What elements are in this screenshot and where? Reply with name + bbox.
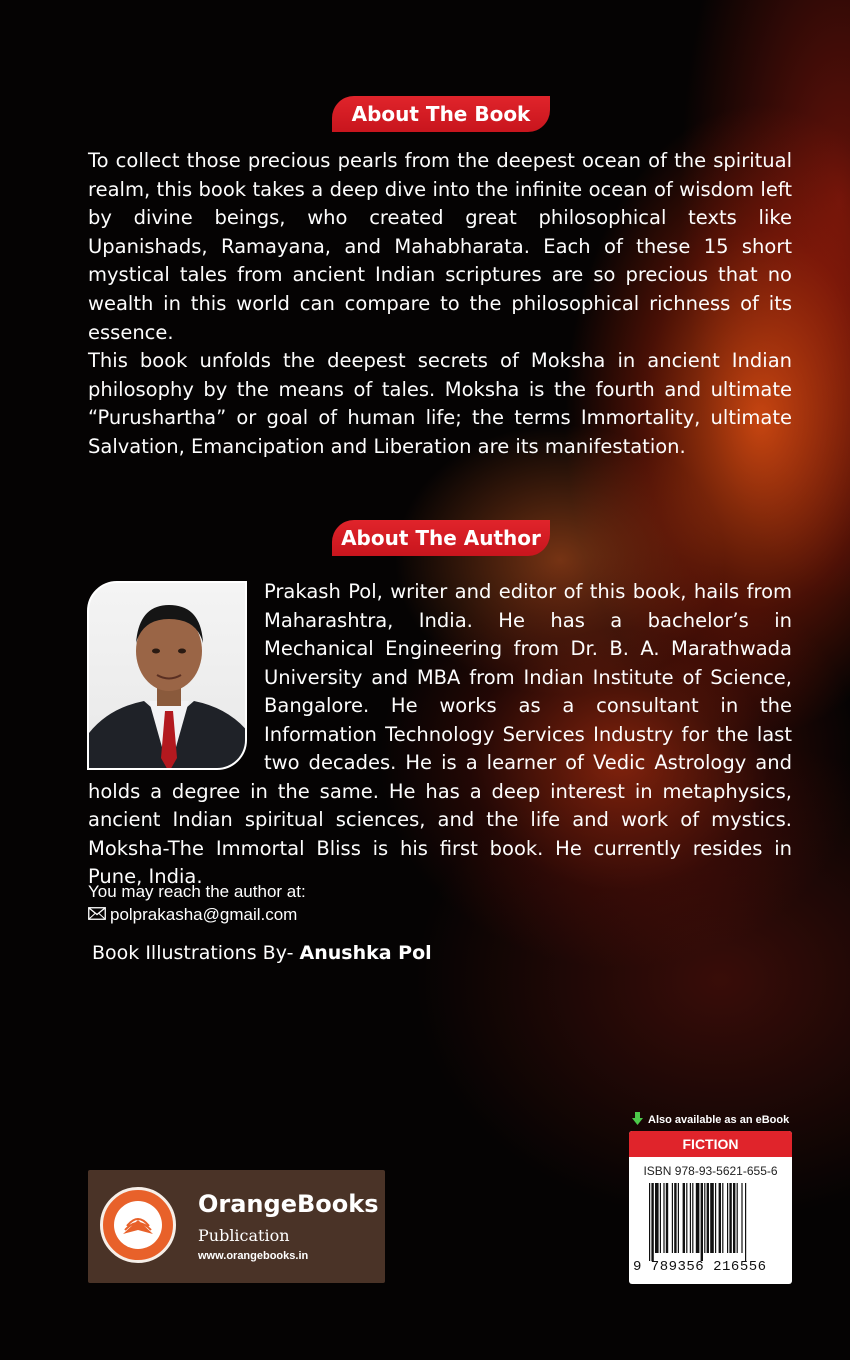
about-author-heading: About The Author xyxy=(332,520,550,556)
ebook-note xyxy=(632,1112,789,1128)
barcode-bar xyxy=(655,1183,659,1253)
author-email[interactable]: polprakasha@gmail.com xyxy=(110,905,298,924)
barcode-bar xyxy=(719,1183,721,1253)
barcode-bar xyxy=(707,1183,709,1253)
illustrator-name: Anushka Pol xyxy=(299,942,432,964)
barcode-bar xyxy=(715,1183,716,1253)
publisher-name: OrangeBooks xyxy=(198,1190,379,1218)
ebook-note-text: Also available as an eBook xyxy=(648,1114,790,1126)
barcode-bar xyxy=(737,1183,738,1253)
barcode-digits: 9 789356 216556 xyxy=(633,1259,767,1275)
author-bio-text: Prakash Pol, writer and editor of this book, hails from Maharashtra, India. He has a bachelor’s in Mechanical Engineering from Dr. B. A. Marathwada University and MBA from Indian Institute of Science, Bangalore. He works as a consultant in the Information Technology Services Industry for the last two decades. He is a learner of Vedic Astrology and holds a degree in the same. He has a deep interest in metaphysics, ancient Indian spiritual sciences, and the life and work of mystics. Moksha-The Immortal Bliss is his first book. He currently resides in Pune, India. xyxy=(88,580,792,888)
barcode-bar xyxy=(741,1183,742,1253)
barcode-bar xyxy=(660,1183,661,1253)
barcode-bar xyxy=(722,1183,723,1253)
barcode-bar xyxy=(704,1183,705,1253)
genre-label: FICTION xyxy=(629,1131,792,1157)
publisher-logo-box xyxy=(88,1170,385,1283)
illustrations-label: Book Illustrations By- xyxy=(92,942,294,964)
barcode-bar xyxy=(674,1183,676,1253)
barcode-bar xyxy=(663,1183,664,1253)
barcode-panel xyxy=(629,1131,792,1284)
barcode-bar xyxy=(651,1183,653,1261)
barcode-bar xyxy=(666,1183,668,1253)
about-book-heading: About The Book xyxy=(332,96,550,132)
barcode-bar xyxy=(727,1183,728,1253)
barcode-bar xyxy=(733,1183,735,1253)
contact-label: You may reach the author at: xyxy=(88,882,306,901)
barcode-bar xyxy=(692,1183,693,1253)
about-book-paragraph-2: This book unfolds the deepest secrets of Moksha in ancient Indian philosophy by the means of tales. Moksha is the fourth and ultimate “Purushartha” or goal of human life; the terms Immortality, ultimate Salvation, Emancipation and Liberation are its manifestation. xyxy=(88,349,792,458)
barcode-bars xyxy=(649,1183,784,1261)
illustrations-credit xyxy=(92,942,432,964)
barcode-bar xyxy=(683,1183,685,1253)
barcode-bar xyxy=(701,1183,703,1261)
author-bio xyxy=(88,578,792,892)
barcode-bar xyxy=(729,1183,731,1253)
barcode-bar xyxy=(710,1183,714,1253)
download-arrow-icon xyxy=(632,1112,643,1128)
barcode-bar xyxy=(690,1183,691,1253)
publisher-url: www.orangebooks.in xyxy=(198,1250,309,1262)
barcode-bar xyxy=(696,1183,700,1253)
publisher-subtitle: Publication xyxy=(198,1226,290,1245)
barcode-bar xyxy=(672,1183,673,1253)
contact-block xyxy=(88,880,306,926)
envelope-icon xyxy=(88,903,106,926)
barcode-bar xyxy=(686,1183,687,1253)
isbn-text: ISBN 978-93-5621-655-6 xyxy=(643,1164,778,1178)
barcode-bar xyxy=(678,1183,679,1253)
orangebooks-logo-icon xyxy=(100,1187,176,1263)
barcode-bar xyxy=(745,1183,746,1261)
photo-spacer xyxy=(88,578,264,774)
barcode-bar xyxy=(649,1183,650,1261)
about-book-paragraph-1: To collect those precious pearls from the deepest ocean of the spiritual realm, this book takes a deep dive into the infinite ocean of wisdom left by divine beings, who created great philosophical texts like Upanishads, Ramayana, and Mahabharata. Each of these 15 short mystical tales from ancient Indian scriptures are so precious that no wealth in this world can compare to the philosophical richness of its essence. xyxy=(88,149,792,344)
